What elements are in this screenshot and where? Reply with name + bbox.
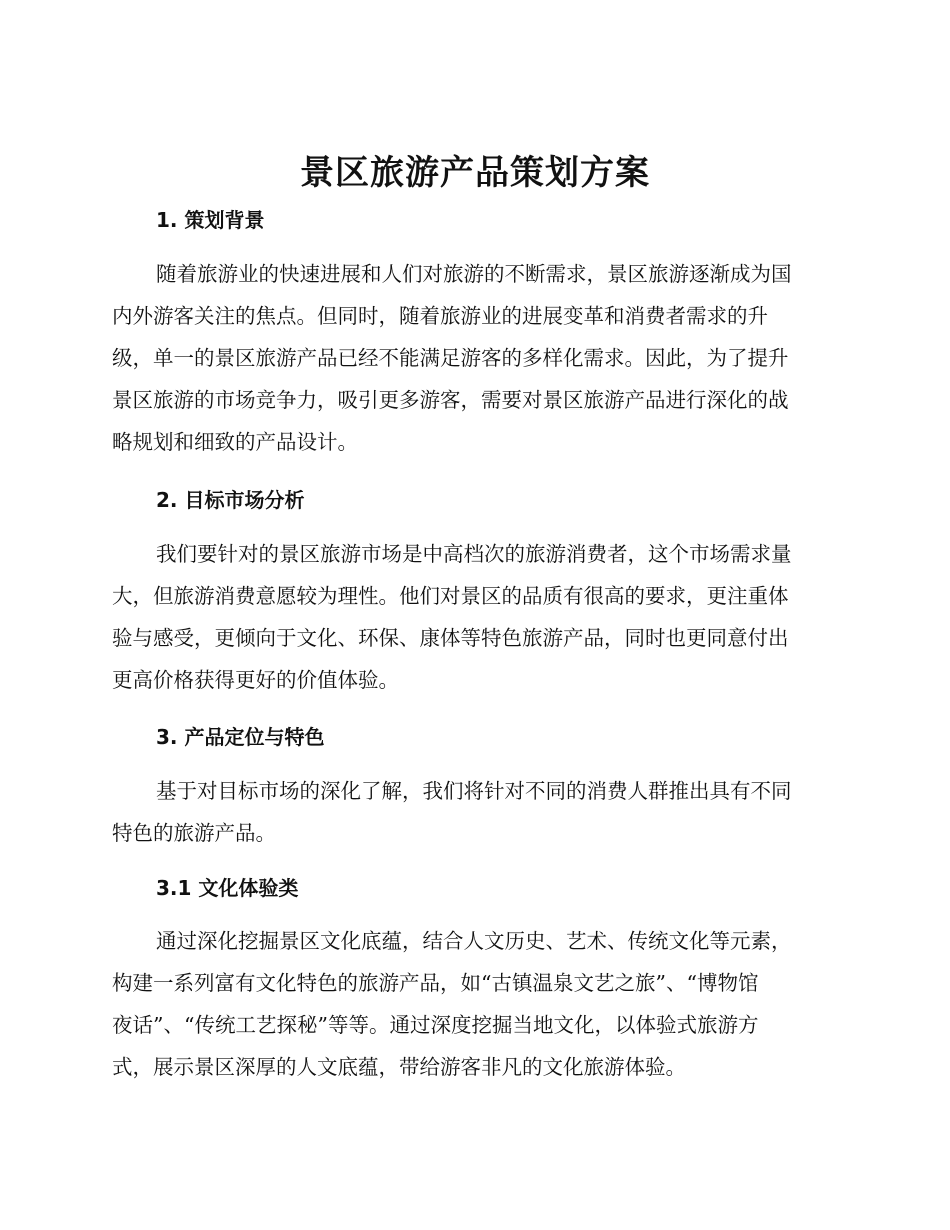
paragraph-line: 更高价格获得更好的价值体验。 [112, 668, 399, 692]
section-paragraph-culture [112, 920, 832, 1088]
document-title: 景区旅游产品策划方案 [300, 153, 650, 193]
paragraph-line: 夜话”、“传统工艺探秘”等等。通过深度挖掘当地文化，以体验式旅游方 [112, 1013, 759, 1037]
section-heading-culture: 3.1 文化体验类 [156, 876, 299, 900]
paragraph-line: 景区旅游的市场竞争力，吸引更多游客，需要对景区旅游产品进行深化的战 [112, 388, 789, 412]
section-heading-background: 1. 策划背景 [156, 208, 265, 232]
paragraph-line: 内外游客关注的焦点。但同时，随着旅游业的进展变革和消费者需求的升 [112, 304, 768, 328]
paragraph-line: 我们要针对的景区旅游市场是中高档次的旅游消费者，这个市场需求量 [156, 542, 792, 566]
paragraph-line: 大，但旅游消费意愿较为理性。他们对景区的品质有很高的要求，更注重体 [112, 584, 789, 608]
paragraph-line: 构建一系列富有文化特色的旅游产品，如“古镇温泉文艺之旅”、“博物馆 [112, 971, 759, 995]
paragraph-line: 基于对目标市场的深化了解，我们将针对不同的消费人群推出具有不同 [156, 779, 792, 803]
section-heading-market: 2. 目标市场分析 [156, 488, 305, 512]
paragraph-line: 通过深化挖掘景区文化底蕴，结合人文历史、艺术、传统文化等元素， [156, 929, 792, 953]
paragraph-line: 随着旅游业的快速进展和人们对旅游的不断需求，景区旅游逐渐成为国 [156, 262, 792, 286]
section-paragraph-positioning [112, 770, 832, 854]
section-heading-positioning: 3. 产品定位与特色 [156, 725, 325, 749]
section-paragraph-background [112, 253, 832, 463]
paragraph-line: 级，单一的景区旅游产品已经不能满足游客的多样化需求。因此，为了提升 [112, 346, 789, 370]
section-paragraph-market [112, 533, 832, 701]
paragraph-line: 式，展示景区深厚的人文底蕴，带给游客非凡的文化旅游体验。 [112, 1055, 686, 1079]
paragraph-line: 验与感受，更倾向于文化、环保、康体等特色旅游产品，同时也更同意付出 [112, 626, 789, 650]
paragraph-line: 特色的旅游产品。 [112, 821, 276, 845]
paragraph-line: 略规划和细致的产品设计。 [112, 430, 358, 454]
